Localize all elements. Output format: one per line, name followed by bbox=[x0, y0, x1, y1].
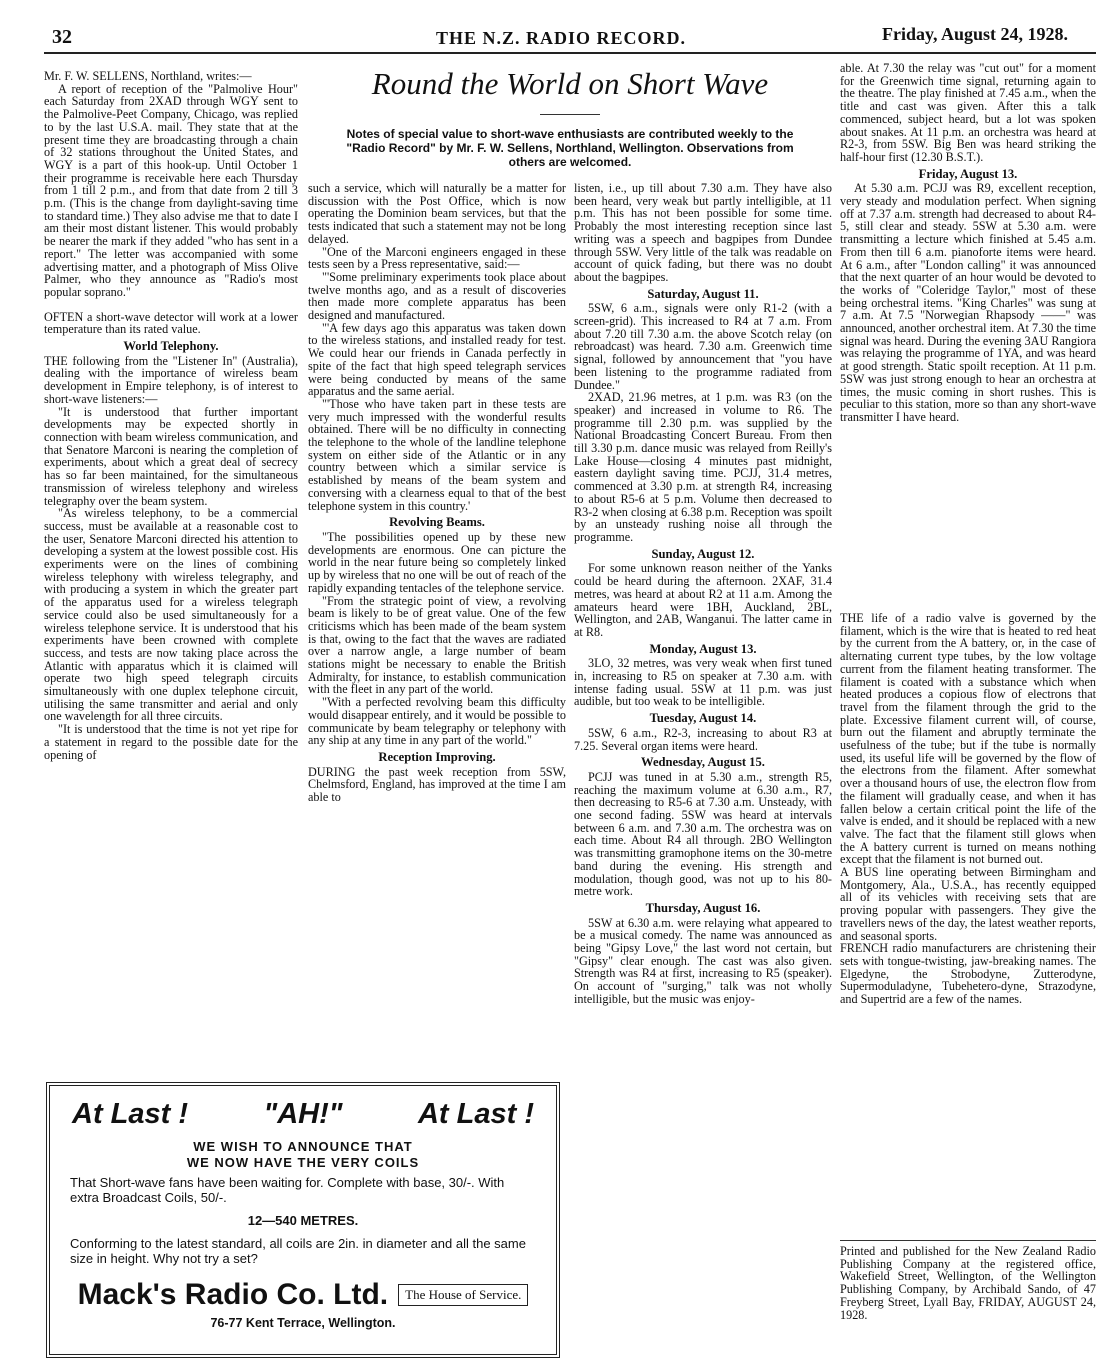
note-valve: THE life of a radio valve is governed by the filament, which is the wire that is heated to red heat by the current from the A battery, or, in the case of alternating current type tubes, by the low voltage current from the filament heating transformer. The filament is coated with a substance which when heated produces a copious flow of electrons that travel from the filament through the grid to the plate. Excessive filament current will, of course, burn out the filament and abruptly terminate the usefulness of the tube; but if the tube is normally used, its useful life will be governed by the flow of the electrons from the filament. After somewhat over a thousand hours of use, the electron flow from the filament will gradually cease, and when it has fallen below a certain critical point the life of the valve is ended, and it should be replaced with a new valve. The fact that the filament still glows when the A battery current is turned on means nothing except that the filament is not burned out. bbox=[840, 611, 1096, 867]
col2-p6: "The possibilities opened up by these new developments are enormous. One can picture the world in the near future being so completely linked up by wireless that no one will be out of reach of the rapidly expanding tentacles of the telephone service. bbox=[308, 529, 566, 595]
col4-p0: able. At 7.30 the relay was "cut out" for a moment for the Greenwich time signal, returning again to the theatre. The play finished at 7.45 a.m., when the title and cast was given. After this a talk commenced, subject heard, but a lot was spoken about snakes. At 11 p.m. an orchestra was heard at R2-3, from 5SW. Big Ben was heard striking the half-hour first (12.30 B.S.T.). bbox=[840, 61, 1096, 164]
column-4-notes bbox=[840, 612, 1096, 1006]
ad-range: 12—540 METRES. bbox=[247, 1213, 359, 1228]
heading-world-telephony: World Telephony. bbox=[123, 339, 219, 354]
col3-p5: For some unknown reason neither of the Yanks could be heard during the afternoon. 2XAF, 31.4 metres, was heard at about R2 at 11 a.m. Among the amateurs heard were 1BH, Auckland, 2BL, Wellington, and 2AB, Wanganui. The latter came in at R8. bbox=[574, 561, 832, 639]
ad-tagline: The House of Service. bbox=[398, 1284, 528, 1306]
feature-subtitle: Notes of special value to short-wave enthusiasts are contributed weekly to the "Radio Record" by Mr. F. W. Sellens, Northland, Wellington. Observations from others are welcomed. bbox=[346, 127, 794, 169]
publisher-imprint: Printed and published for the New Zealand Radio Publishing Company at the registered office, Wakefield Street, Wellington, of the Wellington Publishing Company, by Archibald Sando, of 47 Freyberg Street, Lyall Bay, FRIDAY, AUGUST 24, 1928. bbox=[840, 1240, 1096, 1321]
col1-p0: Mr. F. W. SELLENS, Northland, writes:— bbox=[44, 69, 252, 83]
col3-p7: 3LO, 32 metres, was very weak when first tuned in, increasing to R5 on speaker at 7.30 a.m. with intense fading usual. 5SW at 11 p.m. was just audible, but too weak to be intelligible. bbox=[574, 656, 832, 709]
heading-saturday: Saturday, August 11. bbox=[647, 286, 759, 301]
col1-p5: "It is understood that further important developments may be expected shortly in connection with beam wireless communication, and that Senatore Marconi is nearing the completion of experiments, about which a great deal of secrecy has so far been maintained, for the simultaneous transmission of wireless telephony and wireless telegraphy over the beam system. bbox=[44, 404, 298, 508]
col2-p4: "'Those who have taken part in these tests are very much impressed with the wonderful results obtained. There will be no difficulty in connecting the telephone to the whole of the landline telephone system on either side of the Atlantic or in any country between which a similar service is established by means of the beam system and conversing with a clearness equal to that of the best telephone system in this country.' bbox=[308, 396, 566, 513]
ad-body-1: That Short-wave fans have been waiting for. Complete with base, 30/-. With extra Broadcast Coils, 50/-. bbox=[70, 1175, 505, 1205]
ad-left: At Last ! bbox=[72, 1098, 188, 1130]
macks-radio-advertisement bbox=[46, 1082, 560, 1358]
feature-title: Round the World on Short Wave bbox=[371, 66, 769, 101]
col3-p13: 5SW at 6.30 a.m. were relaying what appeared to be a musical comedy. The name was announced as being "Gipsy Love," the last word not certain, but "Gipsy" clear enough. The cast was also given. Strength was R4 at first, increasing to R5 (speaker). On account of "surging," talk was not wholly intelligible, but the music was enjoy- bbox=[574, 915, 832, 1006]
col1-p7: "It is understood that the time is not yet ripe for a statement in regard to the possible date for the opening of bbox=[44, 722, 298, 762]
col2-p10: DURING the past week reception from 5SW, Chelmsford, England, has improved at the time I am able to bbox=[308, 764, 566, 805]
heading-thursday: Thursday, August 16. bbox=[645, 900, 761, 915]
ad-body-2: Conforming to the latest standard, all coils are 2in. in diameter and all the same size in height. Why not try a set? bbox=[70, 1236, 526, 1266]
ad-announce-line-2: WE NOW HAVE THE VERY COILS bbox=[186, 1155, 420, 1170]
ad-announce-line-1: WE WISH TO ANNOUNCE THAT bbox=[193, 1139, 413, 1154]
col2-p7: "From the strategic point of view, a revolving beam is likely to be of great value. One of the few criticisms which has been made of the beam system is that, owing to the fact that the waves are radiated over a narrow angle, a large number of beam stations might be necessary to enable the British Admiralty, for instance, to establish communication with the fleet in any part of the world. bbox=[308, 593, 566, 697]
page-header bbox=[0, 0, 1114, 62]
heading-tuesday: Tuesday, August 14. bbox=[649, 711, 757, 726]
column-1 bbox=[44, 70, 298, 761]
column-3 bbox=[574, 182, 832, 1006]
heading-wednesday: Wednesday, August 15. bbox=[641, 755, 765, 770]
column-4 bbox=[840, 62, 1096, 424]
col1-p6: "As wireless telephony, to be a commercial success, must be available at a reasonable cost to the user, Senatore Marconi directed his attention to developing a system at the lowest possible cost. His experiments were on the lines of combining wireless telephony with wireless telegraphy, and with producing a system in which the greater part of the apparatus used for a wireless telegraph service could also be used simultaneously for a wireless telephone service. It is understood that his experiments have been crowned with complete success, and tests are now taking place across the Atlantic with apparatus which it is claimed will operate two high speed telegraph circuits simultaneously with one duplex telephone circuit, utilising the same transmitter and aerial and only one wavelength for all three circuits. bbox=[44, 506, 298, 724]
col3-p9: 5SW, 6 a.m., R2-3, increasing to about R3 at 7.25. Several organ items were heard. bbox=[574, 725, 832, 753]
col1-p2: OFTEN a short-wave detector will work at a lower temperature than its rated value. bbox=[44, 309, 298, 337]
note-bus: A BUS line operating between Birmingham and Montgomery, Ala., U.S.A., has recently equipped all of its vehicles with receiving sets that are proving popular with passengers. They give the travellers news of the day, the latest weather reports, and seasonal sports. bbox=[840, 865, 1096, 943]
col3-p11: PCJJ was tuned in at 5.30 a.m., strength R5, reaching the maximum volume at 6.30 a.m., R7, then decreasing to R5-6 at 7.30 a.m. Unsteady, with one second fading. 5SW was heard at intervals between 6 a.m. and 7.30 a.m. The orchestra was on each time. About R4 all through. 2BO Wellington was transmitting gramophone items on the 30-metre band during the evening. His strength and modulation, though good, was not up to his 80-metre work. bbox=[574, 769, 832, 899]
ad-brand-row bbox=[50, 1278, 556, 1312]
col1-p1: A report of reception of the "Palmolive Hour" each Saturday from 2XAD through WGY sent to the Palmolive-Peet Company, Chicago, was replied to by the last U.S.A. mail. They state that at the present time they are broadcasting through a chain of 32 stations throughout the United States, and WGY is a part of this hook-up. Until October 1 their programme is receivable here each Thursday from 1 till 2 p.m., and from that date from 2 till 3 p.m. (This is the change from daylight-saving time to standard time.) They also advise me that to date I am their most distant listener. This would probably be nearer the mark if they added "who has sent in a report." The letter was accompanied with some advertising matter, and a photograph of Miss Olive Palmer, who they announce as "Radio's most popular soprano." bbox=[44, 81, 298, 299]
ad-center: "AH!" bbox=[263, 1098, 343, 1130]
col2-p1: "One of the Marconi engineers engaged in these tests seen by a Press representative, said:— bbox=[308, 244, 566, 272]
col2-p3: "'A few days ago this apparatus was taken down to the wireless stations, and installed ready for test. We could hear our friends in Canada perfectly in spite of the fact that high speed telegraph services were being conducted by means of the same apparatus and the same aerial. bbox=[308, 320, 566, 399]
page-number: 32 bbox=[52, 26, 72, 48]
heading-reception-improving: Reception Improving. bbox=[378, 749, 496, 764]
col2-p0: such a service, which will naturally be a matter for discussion with the Post Office, which is now operating the Dominion beam services, but that the tests indicated that such a statement may not be long delayed. bbox=[308, 181, 566, 246]
heading-friday: Friday, August 13. bbox=[918, 166, 1018, 181]
issue-date: Friday, August 24, 1928. bbox=[882, 24, 1069, 44]
note-french: FRENCH radio manufacturers are christening their sets with tongue-twisting, jaw-breaking names. The Elgedyne, the Strobodyne, Zutterodyne, Supermoduladyne, Tubehetero-dyne, Strazodyne, and Supertrid are a few of the names. bbox=[840, 941, 1096, 1007]
col2-p2: "'Some preliminary experiments took place about twelve months ago, and as a result of discoveries then made more complete apparatus has been designed and manufactured. bbox=[308, 269, 566, 323]
header-rule bbox=[44, 52, 1096, 54]
ad-headline bbox=[50, 1086, 556, 1131]
feature-header bbox=[308, 62, 832, 169]
col4-p2: At 5.30 a.m. PCJJ was R9, excellent reception, very steady and modulation perfect. When signing off at 7.37 a.m. strength had decreased to about R4-5, still clear and steady. 5SW at 5.30 a.m. were transmitting a lecture which finished at 5.45 a.m. From then till 6 a.m. pianoforte items were heard. At 6 a.m., after "London calling" it was announced that the next quarter of an hour would be devoted to the works of "Coleridge Taylor," most of these being orchestral items. "King Charles" was sung at 7 a.m. At 7.5 "Norwegian Rhapsody ——" was announced, another orchestral item. At 7.30 the time signal was heard. During the evening 3AU Rangiora was relaying the programme of 1YA, and was heard at good strength. Static spoilt reception. At 11 p.m. 5SW was just strong enough to hear an orchestra at times, the music coming in short rushes. This is peculiar to this station, more so than any short-wave transmitter I have heard. bbox=[840, 181, 1096, 424]
heading-sunday: Sunday, August 12. bbox=[651, 546, 755, 561]
ad-brand-name: Mack's Radio Co. Ltd. bbox=[77, 1278, 389, 1311]
col3-p0: listen, i.e., up till about 7.30 a.m. They have also been heard, very weak but partly intelligible, at 11 p.m. This has not been possible for some time. Probably the most interesting reception since last writing was a speech and bagpipes from Dundee through 5SW. Very little of the talk was readable on account of quick fading, but there was no doubt about the bagpipes. bbox=[574, 181, 832, 284]
col2-p8: "With a perfected revolving beam this difficulty would disappear entirely, and it would be possible to communicate by beam telegraphy or telephony with any ship at any time in any part of the world." bbox=[308, 695, 566, 748]
heading-monday: Monday, August 13. bbox=[649, 641, 757, 656]
col3-p2: 5SW, 6 a.m., signals were only R1-2 (with a screen-grid). This increased to R4 at 7 a.m. From about 7.20 till 7.30 a.m. the above Scotch relay (on rebroadcast) was heard. 7.30 a.m. Greenwich time signal, followed by announcement that "you have been listening to the programme radiated from Dundee." bbox=[574, 301, 832, 392]
ad-right: At Last ! bbox=[417, 1098, 534, 1130]
ad-address: 76-77 Kent Terrace, Wellington. bbox=[210, 1316, 396, 1330]
newspaper-title: THE N.Z. RADIO RECORD. bbox=[436, 28, 687, 48]
col3-p3: 2XAD, 21.96 metres, at 1 p.m. was R3 (on the speaker) and increased in volume to R6. The programme till 2.30 p.m. was supplied by the National Broadcasting Concert Bureau. From then till 3.30 p.m. dance music was relayed from Reilly's Lake House—closing 4 minutes past midnight, eastern daylight saving time. PCJJ, 31.4 metres, commenced at 3.30 p.m. at strength R4, increasing to about R5-6 at 5 p.m. Volume then decreased to R3-2 when closing at 6.38 p.m. Reception was spoilt by an unsteady rushing noise all through the programme. bbox=[574, 390, 832, 544]
column-2 bbox=[308, 182, 566, 804]
ad-announcement bbox=[50, 1139, 556, 1171]
heading-revolving-beams: Revolving Beams. bbox=[389, 515, 485, 530]
feature-rule bbox=[540, 114, 600, 115]
col1-p4: THE following from the "Listener In" (Australia), dealing with the importance of wireless beam development in Empire telephony, is of interest to short-wave listeners:— bbox=[44, 353, 298, 406]
